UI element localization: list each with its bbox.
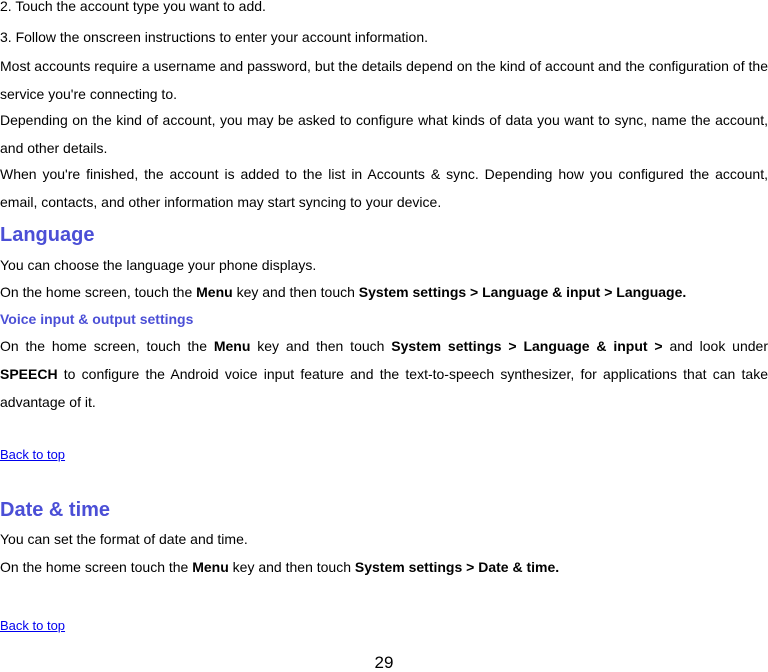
voice-settings-paragraph (0, 332, 768, 416)
voice-text-a: On the home screen, touch the (0, 338, 214, 354)
paragraph-when-finished: When you're finished, the account is added to the list in Accounts & sync. Depending how you configured the account, email, contacts, and other information may start syncing to your device. (0, 166, 768, 210)
language-instruction-text-b: key and then touch (232, 284, 359, 300)
voice-text-c: and look under (662, 338, 768, 354)
speech-label: SPEECH (0, 366, 58, 382)
step-2: 2. Touch the account type you want to add. (0, 0, 266, 14)
language-settings-path: System settings > Language & input > Language. (358, 284, 687, 300)
menu-key-label: Menu (192, 559, 229, 575)
voice-text-d: to configure the Android voice input feature and the text-to-speech synthesizer, for applications that can take advantage of it. (0, 366, 768, 410)
paragraph-depending-on-kind: Depending on the kind of account, you may be asked to configure what kinds of data you want to sync, name the account, and other details. (0, 112, 768, 156)
language-instruction-text-a: On the home screen, touch the (0, 284, 197, 300)
page-number: 29 (374, 653, 394, 672)
language-heading: Language (0, 224, 95, 246)
back-to-top-link[interactable]: Back to top (0, 618, 66, 633)
back-to-top-link[interactable]: Back to top (0, 447, 66, 462)
date-time-heading: Date & time (0, 499, 111, 521)
voice-settings-heading: Voice input & output settings (0, 311, 194, 327)
date-time-intro: You can set the format of date and time. (0, 531, 248, 547)
menu-key-label: Menu (213, 338, 251, 354)
paragraph-accounts-require: Most accounts require a username and password, but the details depend on the kind of account and the configuration of the service you're connecting to. (0, 58, 768, 102)
date-time-instruction-text-b: key and then touch (228, 559, 355, 575)
voice-text-b: key and then touch (250, 338, 392, 354)
step-3: 3. Follow the onscreen instructions to enter your account information. (0, 29, 428, 45)
language-instruction (0, 284, 768, 300)
voice-settings-path: System settings > Language & input > (391, 338, 663, 354)
date-time-instruction-text-a: On the home screen touch the (0, 559, 193, 575)
date-time-instruction (0, 559, 768, 575)
language-intro: You can choose the language your phone displays. (0, 257, 317, 273)
menu-key-label: Menu (196, 284, 233, 300)
date-time-settings-path: System settings > Date & time. (354, 559, 560, 575)
